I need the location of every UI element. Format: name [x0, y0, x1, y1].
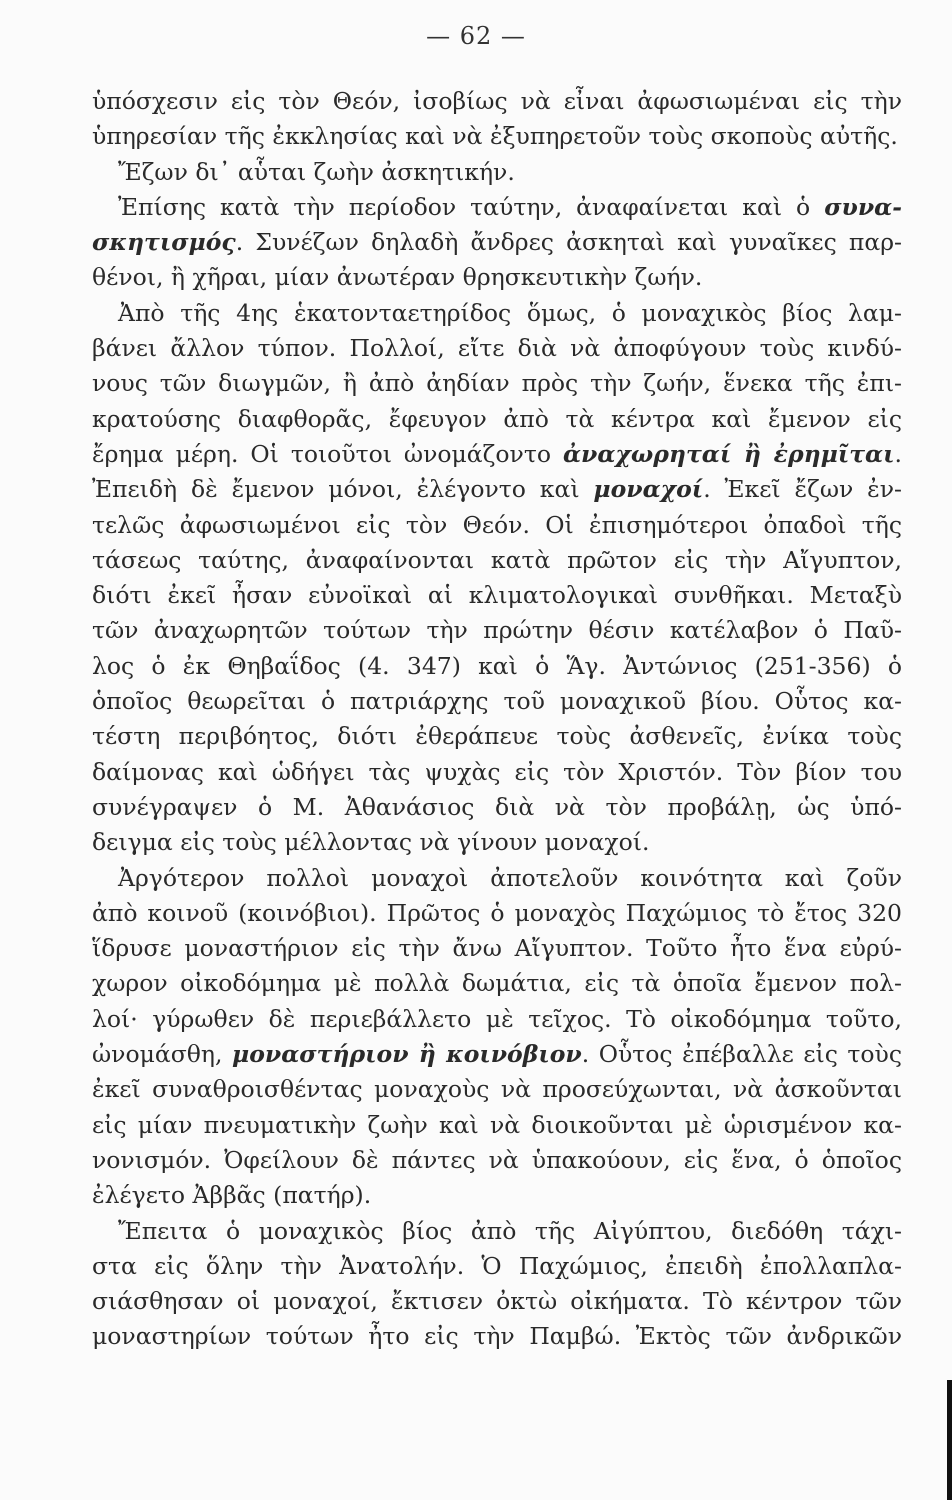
text-run: . Συνέζων δηλαδὴ ἄνδρες ἀσκηταὶ καὶ γυναῖκες παρ-: [235, 228, 902, 257]
text-run: τελῶς ἀφωσιωμένοι εἰς τὸν Θεόν. Οἱ ἐπισημότεροι ὀπαδοὶ τῆς: [92, 510, 902, 539]
text-run: κρατούσης διαφθορᾶς, ἔφευγον ἀπὸ τὰ κέντρα καὶ ἔμενον εἰς: [92, 404, 902, 433]
text-run: εἰς μίαν πνευματικὴν ζωὴν καὶ νὰ διοικοῦνται μὲ ὡρισμένον κα-: [92, 1110, 902, 1139]
text-line: [92, 472, 902, 507]
text-line: [92, 331, 902, 366]
text-line: [92, 684, 902, 719]
text-run: συνέγραψεν ὁ Μ. Ἀθανάσιος διὰ νὰ τὸν προβάλῃ, ὡς ὑπό-: [92, 792, 902, 821]
text-run: διότι ἐκεῖ ἦσαν εὐνοϊκαὶ αἱ κλιματολογικαὶ συνθῆκαι. Μεταξὺ: [92, 581, 902, 610]
text-line: [92, 155, 902, 190]
page-edge-mark: [947, 1380, 952, 1500]
text-line: [92, 790, 902, 825]
text-line: [92, 296, 902, 331]
text-line: [92, 719, 902, 754]
text-run: δειγμα εἰς τοὺς μέλλοντας νὰ γίνουν μοναχοί.: [92, 828, 650, 857]
text-line: [92, 755, 902, 790]
text-line: [92, 119, 902, 154]
text-run: . Οὗτος ἐπέβαλλε εἰς τοὺς: [581, 1040, 903, 1069]
text-run: τέστη περιβόητος, διότι ἐθεράπευε τοὺς ἀσθενεῖς, ἐνίκα τοὺς: [92, 722, 902, 751]
text-run: μοναστηρίων τούτων ἦτο εἰς τὴν Παμβώ. Ἐκτὸς τῶν ἀνδρικῶν: [92, 1322, 902, 1351]
page-number: — 62 —: [426, 22, 526, 50]
text-line: [92, 508, 902, 543]
text-line: [92, 190, 902, 225]
text-run: βάνει ἄλλον τύπον. Πολλοί, εἴτε διὰ νὰ ἀποφύγουν τοὺς κινδύ-: [92, 334, 902, 363]
text-line: [92, 1072, 902, 1107]
text-line: [92, 1214, 902, 1249]
body-text: [92, 84, 902, 1355]
text-line: [92, 1143, 902, 1178]
text-run: ἔρημα μέρη. Οἱ τοιοῦτοι ὠνομάζοντο: [92, 439, 563, 468]
text-run: Ἔπειτα ὁ μοναχικὸς βίος ἀπὸ τῆς Αἰγύπτου, διεδόθη τάχι-: [118, 1216, 902, 1245]
text-run: θένοι, ἢ χῆραι, μίαν ἀνωτέραν θρησκευτικὴν ζωήν.: [92, 263, 703, 292]
text-run: ὑπόσχεσιν εἰς τὸν Θεόν, ἰσοβίως νὰ εἶναι ἀφωσιωμέναι εἰς τὴν: [92, 87, 902, 115]
text-line: [92, 225, 902, 260]
text-line: [92, 1108, 902, 1143]
text-run: ὠνομάσθη,: [92, 1040, 233, 1069]
text-line: [92, 649, 902, 684]
text-line: [92, 1002, 902, 1037]
text-run: τῶν ἀναχωρητῶν τούτων τὴν πρώτην θέσιν κατέλαβον ὁ Παῦ-: [92, 616, 902, 645]
text-line: [92, 1284, 902, 1319]
text-line: [92, 861, 902, 896]
text-run: νους τῶν διωγμῶν, ἢ ἀπὸ ἀηδίαν πρὸς τὴν ζωήν, ἕνεκα τῆς ἐπι-: [92, 369, 902, 398]
text-run: ἐκεῖ συναθροισθέντας μοναχοὺς νὰ προσεύχωνται, νὰ ἀσκοῦνται: [92, 1075, 902, 1104]
text-run: ἀπὸ κοινοῦ (κοινόβιοι). Πρῶτος ὁ μοναχὸς Παχώμιος τὸ ἔτος 320: [92, 898, 902, 927]
text-line: [92, 1037, 902, 1072]
text-line: [92, 543, 902, 578]
emphasized-term: συνα-: [824, 192, 902, 221]
text-run: Ἐπειδὴ δὲ ἔμενον μόνοι, ἐλέγοντο καὶ: [92, 475, 594, 504]
text-run: ἐλέγετο Ἀββᾶς (πατήρ).: [92, 1181, 372, 1210]
text-line: [92, 1249, 902, 1284]
text-line: [92, 896, 902, 931]
text-line: [92, 366, 902, 401]
text-run: Ἔζων δι᾿ αὗται ζωὴν ἀσκητικήν.: [118, 157, 515, 186]
text-run: ὑπηρεσίαν τῆς ἐκκλησίας καὶ νὰ ἐξυπηρετοῦν τοὺς σκοποὺς αὐτῆς.: [92, 122, 898, 151]
text-run: δαίμονας καὶ ὡδήγει τὰς ψυχὰς εἰς τὸν Χριστόν. Τὸν βίον του: [92, 757, 902, 786]
text-run: λοί· γύρωθεν δὲ περιεβάλλετο μὲ τεῖχος. Τὸ οἰκοδόμημα τοῦτο,: [92, 1004, 902, 1033]
text-line: [92, 260, 902, 295]
emphasized-term: μοναχοί: [593, 475, 704, 504]
text-run: νονισμόν. Ὀφείλουν δὲ πάντες νὰ ὑπακούουν, εἰς ἕνα, ὁ ὁποῖος: [92, 1145, 902, 1174]
text-line: [92, 1319, 902, 1354]
text-run: Ἐπίσης κατὰ τὴν περίοδον ταύτην, ἀναφαίνεται καὶ ὁ: [118, 192, 825, 221]
text-run: ὁποῖος θεωρεῖται ὁ πατριάρχης τοῦ μοναχικοῦ βίου. Οὗτος κα-: [92, 687, 902, 716]
text-run: χωρον οἰκοδόμημα μὲ πολλὰ δωμάτια, εἰς τὰ ὁποῖα ἔμενον πολ-: [92, 969, 902, 998]
text-line: [92, 613, 902, 648]
text-line: [92, 966, 902, 1001]
text-run: ἵδρυσε μοναστήριον εἰς τὴν ἄνω Αἴγυπτον. Τοῦτο ἦτο ἕνα εὐρύ-: [92, 934, 902, 963]
text-run: στα εἰς ὅλην τὴν Ἀνατολήν. Ὁ Παχώμιος, ἐπειδὴ ἐπολλαπλα-: [92, 1251, 902, 1280]
text-line: [92, 931, 902, 966]
text-line: [92, 437, 902, 472]
text-run: .: [894, 439, 902, 468]
text-run: τάσεως ταύτης, ἀναφαίνονται κατὰ πρῶτον εἰς τὴν Αἴγυπτον,: [92, 545, 902, 574]
text-line: [92, 402, 902, 437]
emphasized-term: σκητισμός: [92, 228, 236, 257]
text-line: [92, 825, 902, 860]
text-line: [92, 1178, 902, 1213]
text-run: λος ὁ ἐκ Θηβαΐδος (4. 347) καὶ ὁ Ἅγ. Ἀντώνιος (251-356) ὁ: [92, 651, 902, 680]
text-line: [92, 84, 902, 119]
text-run: . Ἐκεῖ ἔζων ἐν-: [703, 475, 902, 504]
text-run: Ἀπὸ τῆς 4ης ἑκατονταετηρίδος ὅμως, ὁ μοναχικὸς βίος λαμ-: [118, 298, 902, 327]
emphasized-term: ἀναχωρηταί ἢ ἐρημῖται: [562, 439, 895, 468]
emphasized-term: μοναστήριον ἢ κοινόβιον: [232, 1040, 582, 1069]
text-run: Ἀργότερον πολλοὶ μοναχοὶ ἀποτελοῦν κοινότητα καὶ ζοῦν: [118, 863, 902, 892]
text-run: σιάσθησαν οἱ μοναχοί, ἔκτισεν ὀκτὼ οἰκήματα. Τὸ κέντρον τῶν: [92, 1287, 902, 1316]
text-line: [92, 578, 902, 613]
